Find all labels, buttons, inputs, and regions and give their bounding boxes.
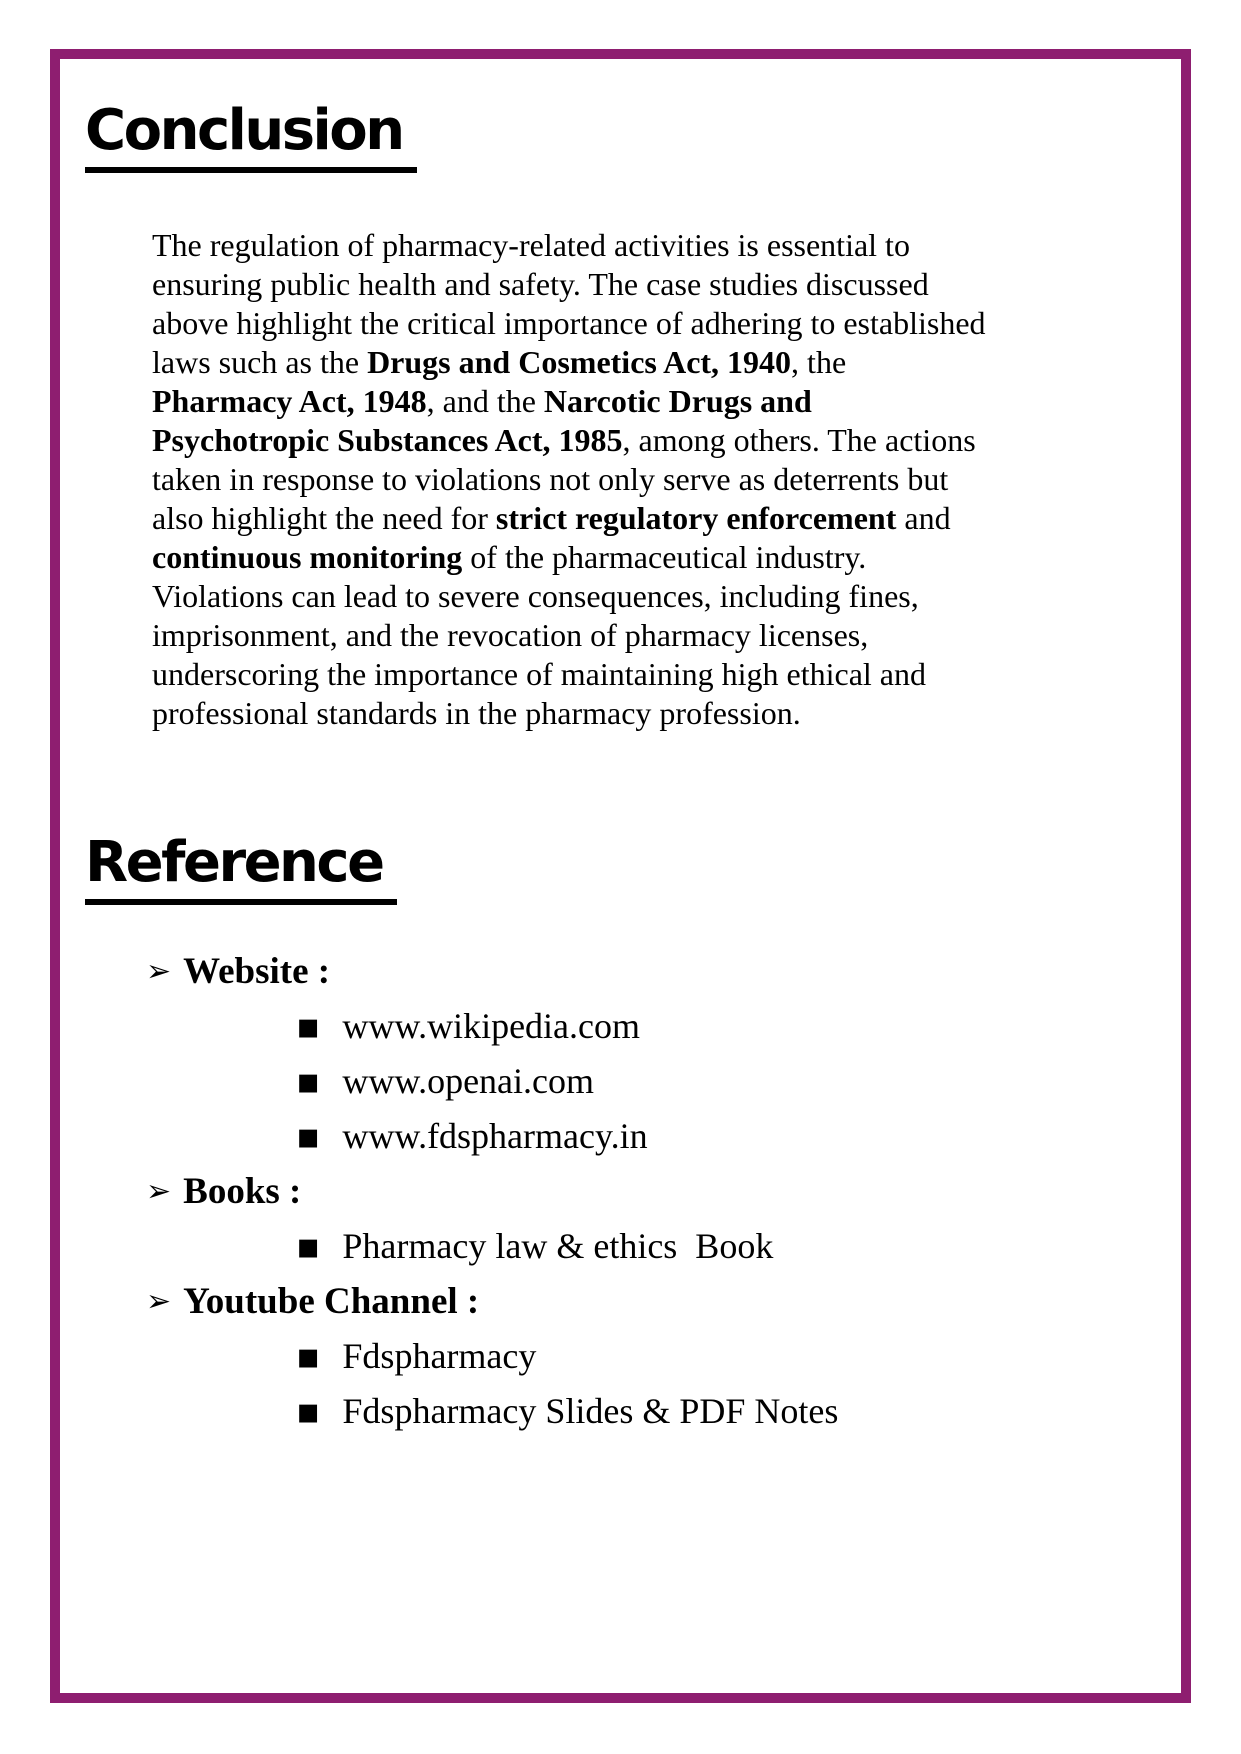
reference-group-title: Youtube Channel :: [183, 1281, 480, 1322]
reference-list-item: [146, 1225, 838, 1280]
text-segment: imprisonment, and the revocation of pharmacy licenses,: [152, 617, 869, 653]
arrowhead-bullet-icon: ➢: [146, 1284, 172, 1319]
reference-item-text: www.openai.com: [342, 1061, 595, 1101]
reference-group-label: [146, 1170, 838, 1225]
reference-item-text: www.wikipedia.com: [342, 1006, 641, 1046]
square-bullet-icon: ▪: [296, 1061, 321, 1102]
bold-text-segment: continuous monitoring: [152, 539, 463, 575]
conclusion-paragraph: [152, 226, 986, 733]
reference-group-label: [146, 950, 838, 1005]
paragraph-line: [152, 694, 986, 733]
reference-list-item: [146, 1060, 838, 1115]
text-segment: of the pharmaceutical industry.: [462, 539, 867, 575]
text-segment: underscoring the importance of maintaining high ethical and: [152, 656, 926, 692]
bold-text-segment: strict regulatory enforcement: [495, 500, 897, 536]
paragraph-line: [152, 577, 986, 616]
reference-list-item: [146, 1390, 838, 1445]
text-segment: , and the: [426, 383, 544, 419]
paragraph-line: [152, 265, 986, 304]
paragraph-line: [152, 616, 986, 655]
reference-group-title: Website :: [183, 951, 331, 992]
reference-item-text: Pharmacy law & ethics Book: [342, 1226, 774, 1266]
paragraph-line: [152, 655, 986, 694]
paragraph-line: [152, 499, 986, 538]
text-segment: taken in response to violations not only serve as deterrents but: [152, 461, 949, 497]
bold-text-segment: Pharmacy Act, 1948: [152, 383, 427, 419]
text-segment: laws such as the: [152, 344, 368, 380]
text-segment: professional standards in the pharmacy profession.: [152, 695, 801, 731]
text-segment: also highlight the need for: [152, 500, 496, 536]
square-bullet-icon: ▪: [296, 1116, 321, 1157]
reference-item-text: www.fdspharmacy.in: [342, 1116, 648, 1156]
text-segment: Violations can lead to severe consequences, including fines,: [152, 578, 919, 614]
reference-list: [146, 950, 838, 1445]
arrowhead-bullet-icon: ➢: [146, 1174, 172, 1209]
paragraph-line: [152, 460, 986, 499]
bold-text-segment: Narcotic Drugs and: [543, 383, 812, 419]
reference-item-text: Fdspharmacy Slides & PDF Notes: [342, 1391, 839, 1431]
reference-list-item: [146, 1115, 838, 1170]
paragraph-line: [152, 304, 986, 343]
text-segment: and: [896, 500, 951, 536]
reference-list-item: [146, 1335, 838, 1390]
paragraph-line: [152, 343, 986, 382]
square-bullet-icon: ▪: [296, 1006, 321, 1047]
reference-group-title: Books :: [183, 1171, 302, 1212]
text-segment: The regulation of pharmacy-related activities is essential to: [152, 227, 910, 263]
text-segment: , among others. The actions: [622, 422, 976, 458]
text-segment: , the: [791, 344, 847, 380]
text-segment: ensuring public health and safety. The case studies discussed: [152, 266, 929, 302]
arrowhead-bullet-icon: ➢: [146, 954, 172, 989]
reference-heading: Reference: [85, 832, 397, 905]
conclusion-heading: Conclusion: [85, 100, 417, 173]
reference-item-text: Fdspharmacy: [342, 1336, 537, 1376]
reference-list-item: [146, 1005, 838, 1060]
bold-text-segment: Drugs and Cosmetics Act, 1940: [367, 344, 792, 380]
square-bullet-icon: ▪: [296, 1226, 321, 1267]
square-bullet-icon: ▪: [296, 1336, 321, 1377]
paragraph-line: [152, 421, 986, 460]
paragraph-line: [152, 382, 986, 421]
bold-text-segment: Psychotropic Substances Act, 1985: [152, 422, 623, 458]
paragraph-line: [152, 538, 986, 577]
reference-group-label: [146, 1280, 838, 1335]
paragraph-line: [152, 226, 986, 265]
text-segment: above highlight the critical importance of adhering to established: [152, 305, 986, 341]
square-bullet-icon: ▪: [296, 1391, 321, 1432]
